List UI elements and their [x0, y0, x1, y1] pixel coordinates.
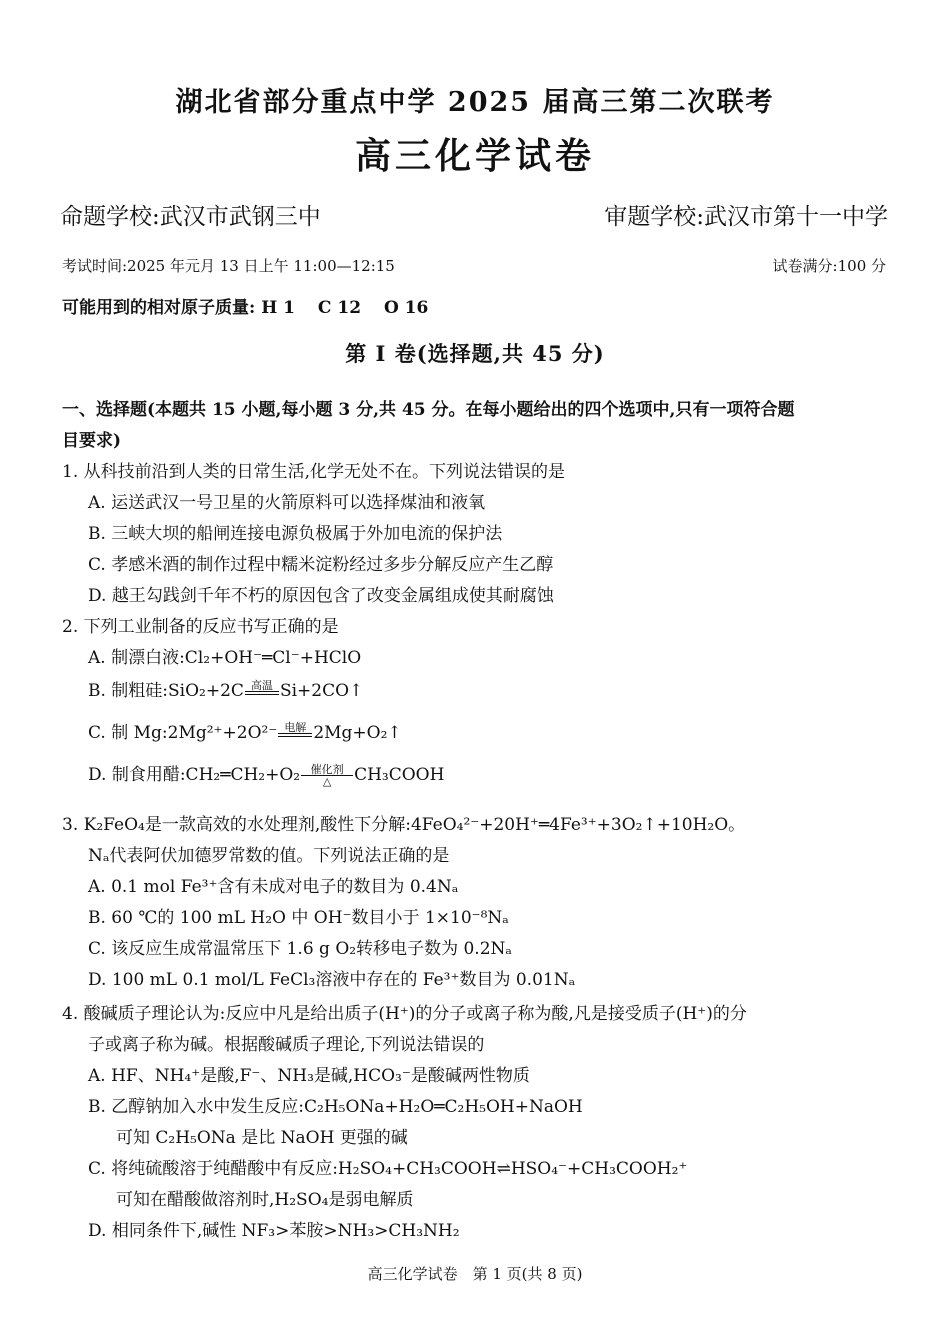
setter-school: 命题学校:武汉市武钢三中 [60, 204, 321, 230]
q3-option-a: A. 0.1 mol Fe³⁺含有未成对电子的数目为 0.4Nₐ [88, 877, 459, 897]
q1-stem: 1. 从科技前沿到人类的日常生活,化学无处不在。下列说法错误的是 [62, 462, 566, 482]
q4-option-b-cont: 可知 C₂H₅ONa 是比 NaOH 更强的碱 [116, 1128, 408, 1148]
exam-time: 考试时间:2025 年元月 13 日上午 11:00—12:15 [62, 257, 395, 275]
q2-d-condition2: △ [322, 775, 332, 788]
atomic-masses: 可能用到的相对原子质量: H 1 C 12 O 16 [62, 298, 429, 318]
q2-b-products: Si+2CO↑ [279, 681, 364, 701]
section-instructions: 一、选择题(本题共 15 小题,每小题 3 分,共 45 分。在每小题给出的四个选项中,只有一项符合题 [62, 400, 795, 420]
q2-option-a: A. 制漂白液:Cl₂+OH⁻═Cl⁻+HClO [88, 648, 362, 668]
reaction-arrow [245, 680, 279, 695]
reaction-arrow [278, 722, 312, 737]
reaction-arrow [301, 764, 353, 787]
q2-d-condition: 催化剂 [310, 763, 344, 776]
q2-b-reactants: B. 制粗硅:SiO₂+2C [88, 681, 244, 701]
q3-option-b: B. 60 ℃的 100 mL H₂O 中 OH⁻数目小于 1×10⁻⁸Nₐ [88, 908, 509, 928]
q1-option-a: A. 运送武汉一号卫星的火箭原料可以选择煤油和液氧 [88, 493, 486, 513]
q2-c-condition: 电解 [284, 721, 307, 734]
full-score: 试卷满分:100 分 [772, 257, 886, 275]
q1-option-b: B. 三峡大坝的船闸连接电源负极属于外加电流的保护法 [88, 524, 503, 544]
q4-option-b: B. 乙醇钠加入水中发生反应:C₂H₅ONa+H₂O═C₂H₅OH+NaOH [88, 1097, 583, 1117]
q2-c-reactants: C. 制 Mg:2Mg²⁺+2O²⁻ [88, 723, 278, 743]
q1-option-c: C. 孝感米酒的制作过程中糯米淀粉经过多步分解反应产生乙醇 [88, 555, 554, 575]
q3-option-c: C. 该反应生成常温常压下 1.6 g O₂转移电子数为 0.2Nₐ [88, 939, 512, 959]
q4-option-a: A. HF、NH₄⁺是酸,F⁻、NH₃是碱,HCO₃⁻是酸碱两性物质 [88, 1066, 530, 1086]
q2-d-products: CH₃COOH [354, 765, 445, 785]
exam-title: 湖北省部分重点中学 2025 届高三第二次联考 [175, 87, 775, 118]
section-title: 第 Ⅰ 卷(选择题,共 45 分) [345, 341, 605, 366]
q3-option-d: D. 100 mL 0.1 mol/L FeCl₃溶液中存在的 Fe³⁺数目为 0.01Nₐ [88, 970, 576, 990]
paper-title: 高三化学试卷 [354, 135, 595, 177]
q3-stem-cont: Nₐ代表阿伏加德罗常数的值。下列说法正确的是 [88, 846, 450, 866]
q2-option-c [88, 718, 402, 743]
reviewer-school: 审题学校:武汉市第十一中学 [604, 204, 888, 230]
q2-option-d [88, 760, 444, 787]
q2-d-reactants: D. 制食用醋:CH₂═CH₂+O₂ [88, 765, 301, 785]
q4-option-c-cont: 可知在醋酸做溶剂时,H₂SO₄是弱电解质 [116, 1190, 414, 1210]
q1-option-d: D. 越王勾践剑千年不朽的原因包含了改变金属组成使其耐腐蚀 [88, 586, 554, 606]
q2-b-condition: 高温 [250, 679, 273, 692]
page-footer: 高三化学试卷 第 1 页(共 8 页) [367, 1265, 583, 1283]
section-instructions-cont: 目要求) [62, 431, 122, 451]
q2-stem: 2. 下列工业制备的反应书写正确的是 [62, 617, 339, 637]
q2-option-b [88, 676, 363, 701]
q4-stem: 4. 酸碱质子理论认为:反应中凡是给出质子(H⁺)的分子或离子称为酸,凡是接受质子(H⁺)的分 [62, 1004, 747, 1024]
q4-option-c: C. 将纯硫酸溶于纯醋酸中有反应:H₂SO₄+CH₃COOH⇌HSO₄⁻+CH₃COOH₂⁺ [88, 1159, 688, 1179]
q4-option-d: D. 相同条件下,碱性 NF₃>苯胺>NH₃>CH₃NH₂ [88, 1221, 460, 1241]
q3-stem: 3. K₂FeO₄是一款高效的水处理剂,酸性下分解:4FeO₄²⁻+20H⁺═4Fe³⁺+3O₂↑+10H₂O。 [62, 815, 746, 835]
q4-stem-cont: 子或离子称为碱。根据酸碱质子理论,下列说法错误的 [88, 1035, 485, 1055]
q2-c-products: 2Mg+O₂↑ [313, 723, 402, 743]
